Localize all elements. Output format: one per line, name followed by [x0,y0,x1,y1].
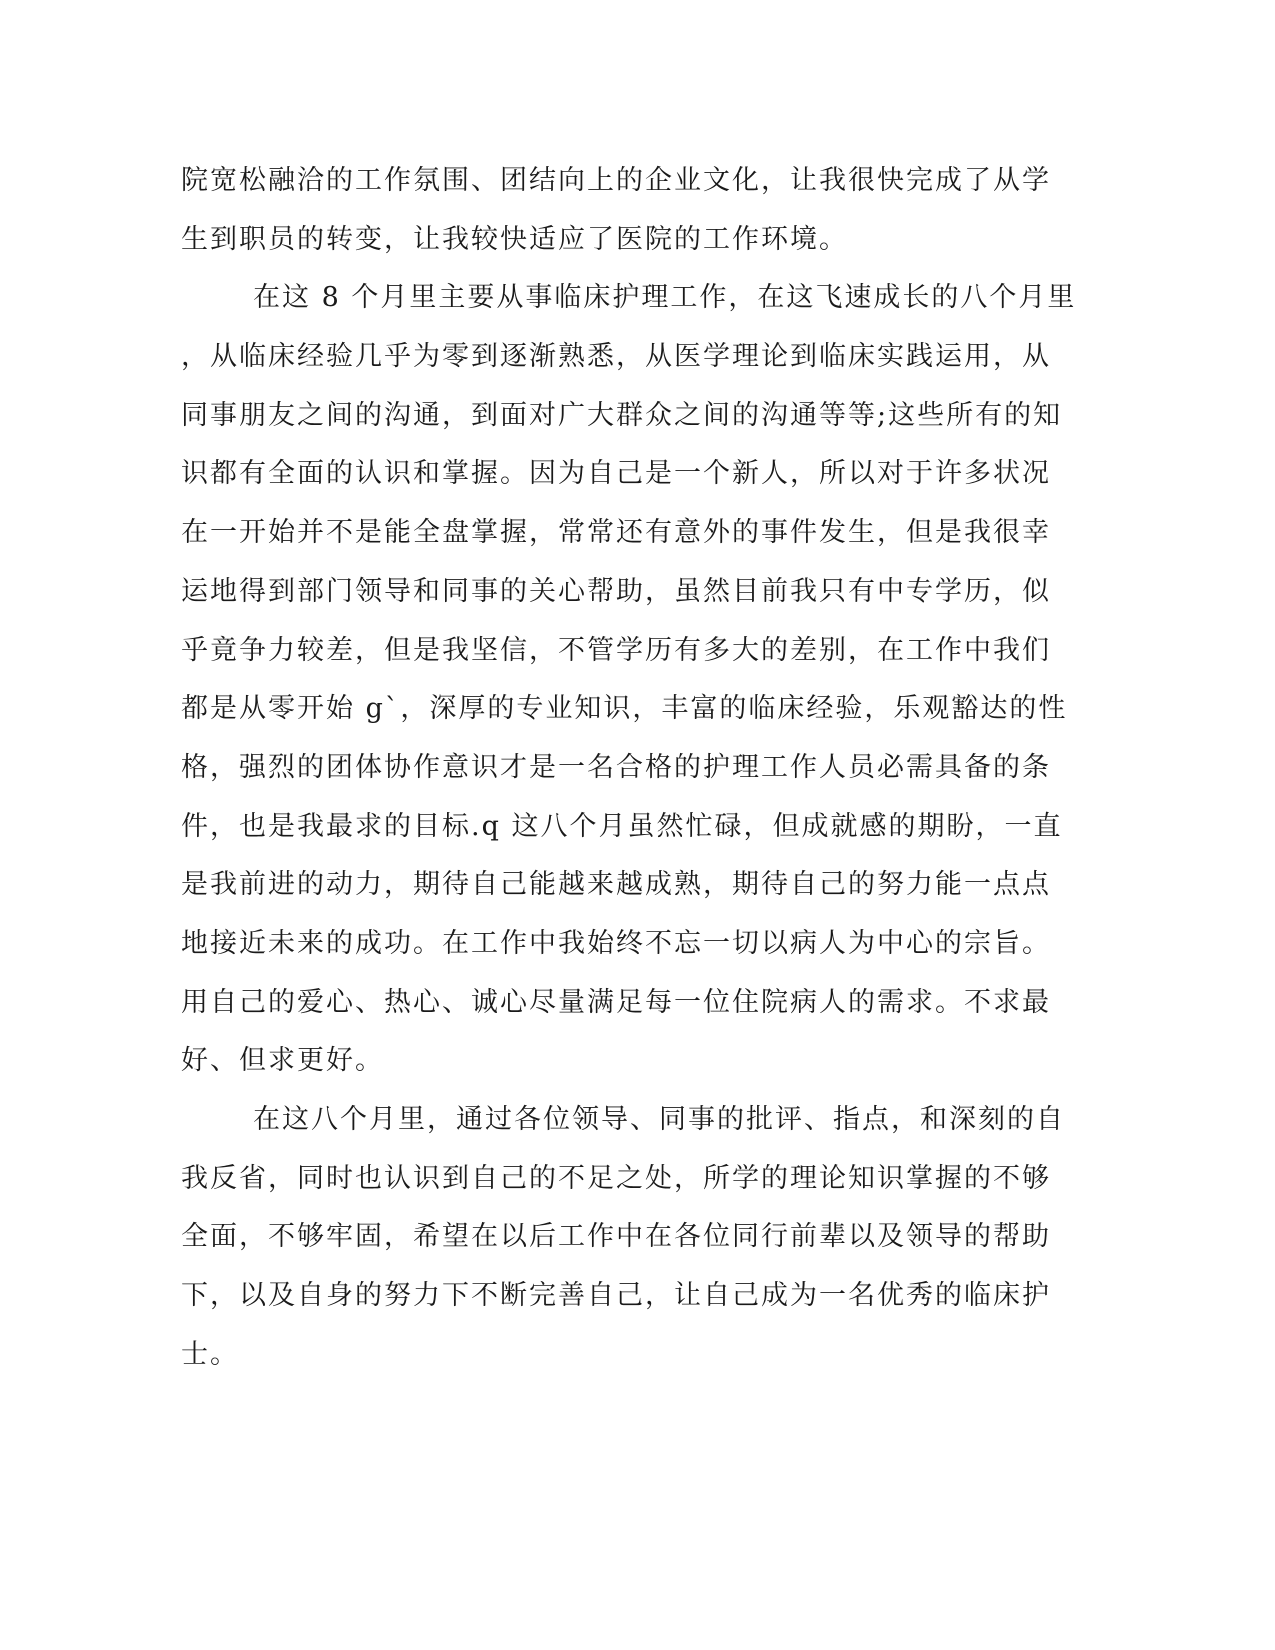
text-line: 识都有全面的认识和掌握。因为自己是一个新人，所以对于许多状况 [181,458,1051,490]
text-line: 全面，不够牢固，希望在以后工作中在各位同行前辈以及领导的帮助 [181,1221,1051,1253]
text-line: 运地得到部门领导和同事的关心帮助，虽然目前我只有中专学历，似 [181,575,1051,607]
text-line: 用自己的爱心、热心、诚心尽量满足每一位住院病人的需求。不求最 [181,986,1051,1018]
text-line: 格，强烈的团体协作意识才是一名合格的护理工作人员必需具备的条 [181,751,1051,783]
text-line: 士。 [181,1338,239,1370]
body-text [181,152,1077,1384]
text-line: 是我前进的动力，期待自己能越来越成熟，期待自己的努力能一点点 [181,869,1051,901]
paragraph-start-line: 在这八个月里，通过各位领导、同事的批评、指点，和深刻的自 [253,1104,1065,1135]
text-line: 地接近未来的成功。在工作中我始终不忘一切以病人为中心的宗旨。 [181,927,1051,959]
text-line: 乎竟争力较差，但是我坚信，不管学历有多大的差别，在工作中我们 [181,634,1051,666]
text-line: 件，也是我最求的目标.q 这八个月虽然忙碌，但成就感的期盼，一直 [181,810,1063,842]
text-line: 院宽松融洽的工作氛围、团结向上的企业文化，让我很快完成了从学 [181,165,1051,196]
text-line: 生到职员的转变，让我较快适应了医院的工作环境。 [181,223,848,255]
text-line: 下，以及自身的努力下不断完善自己，让自己成为一名优秀的临床护 [181,1280,1051,1312]
text-line: ，从临床经验几乎为零到逐渐熟悉，从医学理论到临床实践运用，从 [181,341,1051,373]
text-line: 都是从零开始 g`，深厚的专业知识，丰富的临床经验，乐观豁达的性 [181,693,1068,725]
text-line: 在一开始并不是能全盘掌握，常常还有意外的事件发生，但是我很幸 [181,517,1051,549]
text-line: 好、但求更好。 [181,1045,384,1077]
paragraph-start-line: 在这 8 个月里主要从事临床护理工作，在这飞速成长的八个月里 [253,282,1077,314]
text-line: 我反省，同时也认识到自己的不足之处，所学的理论知识掌握的不够 [181,1162,1051,1194]
text-line: 同事朋友之间的沟通，到面对广大群众之间的沟通等等;这些所有的知 [181,399,1063,431]
